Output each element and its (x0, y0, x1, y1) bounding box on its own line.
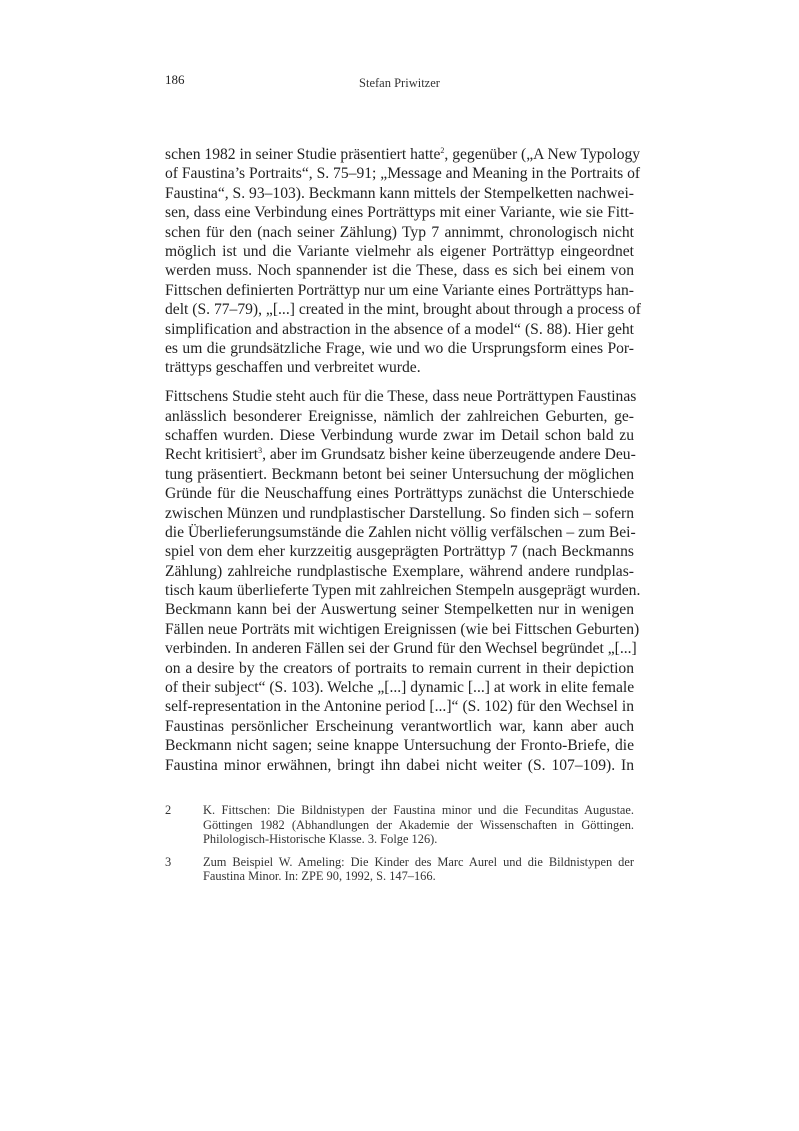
text-line: es um die grundsätzliche Frage, wie und wo die Ursprungsform eines Por- (165, 339, 634, 357)
text-line: Beckmann kann bei der Auswertung seiner Stempelketten nur in wenigen (165, 601, 634, 619)
text-line: self-representation in the Antonine period [...]“ (S. 102) für den Wechsel in (165, 698, 634, 716)
text-line: Göttingen 1982 (Abhandlungen der Akademie der Wissenschaften in Göttingen. (203, 817, 634, 832)
text-line (165, 445, 634, 464)
footnote-reference[interactable]: 3 (258, 446, 263, 456)
footnote-number: 3 (165, 854, 172, 869)
text-line: die Überlieferungsumstände die Zahlen nicht völlig verfälschen – zum Bei- (165, 523, 636, 541)
body-text (165, 145, 641, 785)
text-line: Zählung) zahlreiche rundplastische Exemplare, während andere rundplas- (165, 562, 634, 580)
footnote-reference[interactable]: 2 (440, 146, 445, 155)
footnote-text (203, 803, 634, 847)
text-line: anlässlich besonderer Ereignisse, nämlich der zahlreichen Geburten, ge- (165, 407, 634, 425)
text-line: of their subject“ (S. 103). Welche „[...] dynamic [...] at work in elite female (165, 679, 635, 697)
text-line: möglich ist und die Variante vielmehr als eigener Porträttyp eingeordnet (165, 242, 634, 260)
text-line (165, 145, 641, 164)
text-line: Zum Beispiel W. Ameling: Die Kinder des Marc Aurel und die Bildnistypen der (203, 854, 634, 869)
text-line: Fittschens Studie steht auch für die These, dass neue Porträttypen Faustinas (165, 388, 637, 406)
text-line: verbinden. In anderen Fällen sei der Grund für den Wechsel begründet „[...] (165, 640, 637, 658)
footnote (165, 803, 634, 847)
text-line: simplification and abstraction in the absence of a model“ (S. 88). Hier geht (165, 320, 634, 338)
paragraph (165, 145, 641, 378)
text-segment: , aber im Grundsatz bisher keine überzeugende andere Deu- (262, 446, 636, 464)
text-line: Faustinas persönlicher Erscheinung verantwortlich war, kann aber auch (165, 717, 634, 735)
text-line: tung präsentiert. Beckmann betont bei seiner Untersuchung der möglichen (165, 465, 634, 483)
text-line: Beckmann nicht sagen; seine knappe Untersuchung der Fronto-Briefe, die (165, 737, 634, 755)
text-line: schaffen wurden. Diese Verbindung wurde zwar im Detail schon bald zu (165, 426, 634, 444)
text-line: Faustina Minor. In: ZPE 90, 1992, S. 147–166. (203, 869, 436, 883)
text-line: zwischen Münzen und rundplastischer Darstellung. So finden sich – sofern (165, 504, 634, 522)
footnote-number: 2 (165, 803, 172, 817)
text-line: Philologisch-Historische Klasse. 3. Folge 126). (203, 832, 438, 846)
text-line: Faustina“, S. 93–103). Beckmann kann mittels der Stempelketten nachwei- (165, 184, 635, 202)
text-line: trättyps geschaffen und verbreitet wurde. (165, 359, 421, 377)
text-segment: Recht kritisiert (165, 446, 259, 464)
paragraph (165, 387, 641, 775)
text-line: Fittschen definierten Porträttyp nur um eine Variante eines Porträttyps han- (165, 281, 634, 299)
text-line: K. Fittschen: Die Bildnistypen der Faustina minor und die Fecunditas Augustae. (203, 803, 634, 817)
footnote (165, 855, 634, 884)
text-segment: , gegenüber („A New Typology (444, 146, 641, 163)
text-line: Fällen neue Porträts mit wichtigen Ereignissen (wie bei Fittschen Geburten) (165, 620, 640, 638)
page-number: 186 (165, 72, 185, 87)
footnote-text (203, 855, 634, 884)
text-line: Faustina minor erwähnen, bringt ihn dabei nicht weiter (S. 107–109). In (165, 756, 634, 774)
text-line: sen, dass eine Verbindung eines Porträttyps mit einer Variante, wie sie Fitt- (165, 204, 634, 222)
text-line: schen für den (nach seiner Zählung) Typ 7 annimmt, chronologisch nicht (165, 223, 634, 241)
text-line: Gründe für die Neuschaffung eines Porträttyps zunächst die Unterschiede (165, 485, 634, 503)
text-segment: schen 1982 in seiner Studie präsentiert hatte (165, 146, 441, 163)
footnotes (165, 803, 634, 892)
running-head: Stefan Priwitzer (359, 76, 440, 90)
text-line: werden muss. Noch spannender ist die These, dass es sich bei einem von (165, 262, 634, 280)
text-line: tisch kaum überlieferte Typen mit zahlreichen Stempeln ausgeprägt wurden. (165, 582, 641, 600)
text-line: of Faustina’s Portraits“, S. 75–91; „Message and Meaning in the Portraits of (165, 165, 641, 183)
text-line: spiel von dem eher kurzzeitig ausgeprägten Porträttyp 7 (nach Beckmanns (165, 543, 634, 561)
text-line: delt (S. 77–79), „[...] created in the mint, brought about through a process of (165, 301, 641, 319)
text-line: on a desire by the creators of portraits to remain current in their depiction (165, 659, 634, 677)
